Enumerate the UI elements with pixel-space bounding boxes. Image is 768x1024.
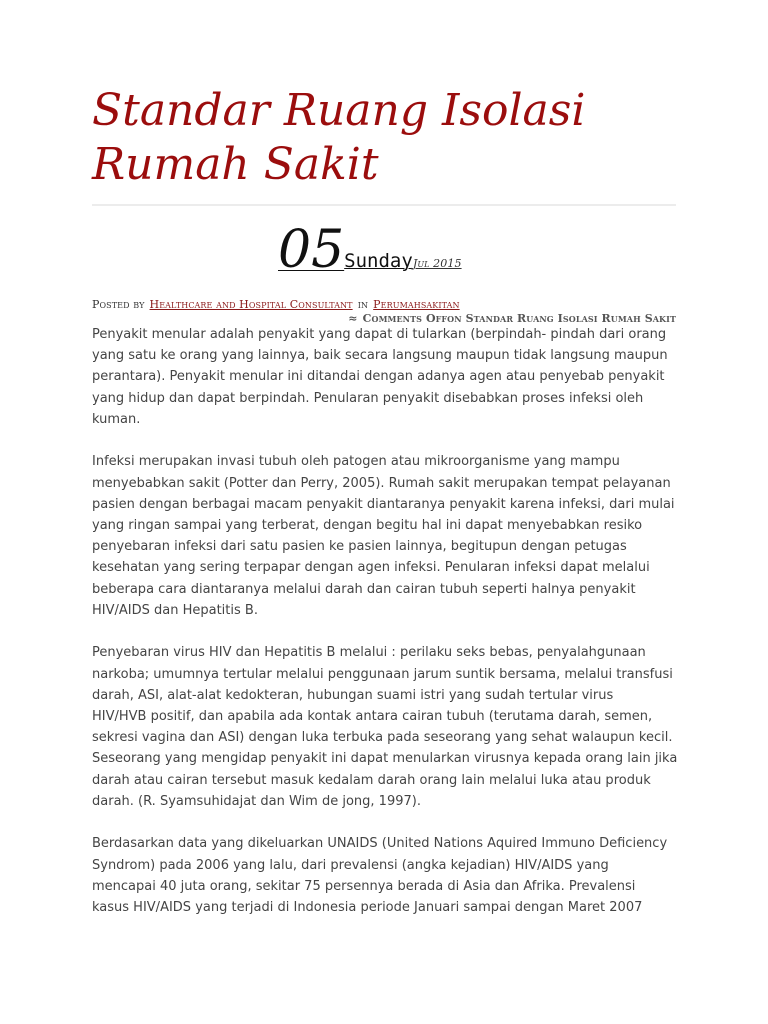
text-line: Seseorang yang mengidap penyakit ini dapat menularkan virusnya kepada orang lain jika xyxy=(92,751,678,767)
text-line: penyebaran infeksi dari satu pasien ke pasien lainnya, begitupun dengan petugas xyxy=(92,539,627,555)
text-line: kesehatan yang sering terpapar dengan agen infeksi. Penularan infeksi dapat melalui xyxy=(92,560,650,576)
text-line: beberapa cara diantaranya melalui darah dan cairan tubuh seperti halnya penyakit xyxy=(92,581,636,597)
text-line: HIV/HVB positif, dan apabila ada kontak antara cairan tubuh (terutama darah, semen, xyxy=(92,709,653,725)
text-line: Infeksi merupakan invasi tubuh oleh patogen atau mikroorganisme yang mampu xyxy=(92,454,620,470)
post-date xyxy=(278,220,462,280)
posted-by-label: Posted by xyxy=(92,298,145,311)
date-weekday: Sunday xyxy=(344,250,413,272)
comments-text: Comments Offon Standar Ruang Isolasi Rumah Sakit xyxy=(362,312,676,325)
text-line: darah atau cairan tersebut masuk kedalam darah orang lain melalui luka atau produk xyxy=(92,772,651,788)
author-link[interactable]: Healthcare and Hospital Consultant xyxy=(149,298,353,311)
paragraph xyxy=(92,833,682,918)
text-line: sekresi vagina dan ASI) dengan luka terbuka pada seseorang yang sehat walaupun kecil. xyxy=(92,730,673,746)
paragraph xyxy=(92,324,682,430)
date-day: 05 xyxy=(278,220,345,280)
text-line: narkoba; umumnya tertular melalui penggunaan jarum suntik bersama, melalui transfusi xyxy=(92,666,673,682)
paragraph xyxy=(92,451,682,621)
in-label: in xyxy=(357,298,369,311)
title-divider xyxy=(92,204,676,206)
text-line: yang hidup dan dapat berpindah. Penularan penyakit disebabkan proses infeksi oleh xyxy=(92,390,644,406)
text-line: yang satu ke orang yang lainnya, baik secara langsung maupun tidak langsung maupun xyxy=(92,348,668,364)
text-line: yang ringan sampai yang terberat, dengan begitu hal ini dapat menyebabkan resiko xyxy=(92,518,643,534)
text-line: kuman. xyxy=(92,411,141,427)
date-month-year: Jul 2015 xyxy=(412,257,462,270)
text-line: Berdasarkan data yang dikeluarkan UNAIDS (United Nations Aquired Immuno Deficiency xyxy=(92,836,668,852)
text-line: mencapai 40 juta orang, sekitar 75 persennya berada di Asia dan Afrika. Prevalensi xyxy=(92,878,636,894)
category-link[interactable]: Perumahsakitan xyxy=(373,298,460,311)
text-line: Penyebaran virus HIV dan Hepatitis B melalui : perilaku seks bebas, penyalahgunaan xyxy=(92,645,646,661)
text-line: darah, ASI, alat-alat kedokteran, hubungan suami istri yang sudah tertular virus xyxy=(92,687,614,703)
text-line: menyebabkan sakit (Potter dan Perry, 2005). Rumah sakit merupakan tempat pelayanan xyxy=(92,475,671,491)
post-content xyxy=(92,324,682,940)
text-line: perantara). Penyakit menular ini ditandai dengan adanya agen atau penyebab penyakit xyxy=(92,369,665,385)
text-line: pasien dengan berbagai macam penyakit diantaranya penyakit karena infeksi, dari mulai xyxy=(92,496,675,512)
comments-icon: ≈ xyxy=(348,312,358,325)
text-line: HIV/AIDS dan Hepatitis B. xyxy=(92,602,258,618)
text-line: darah. (R. Syamsuhidajat dan Wim de jong, 1997). xyxy=(92,793,421,809)
page-title: Standar Ruang Isolasi Rumah Sakit xyxy=(92,85,586,190)
text-line: Penyakit menular adalah penyakit yang dapat di tularkan (berpindah- pindah dari orang xyxy=(92,327,667,342)
paragraph xyxy=(92,642,682,812)
text-line: kasus HIV/AIDS yang terjadi di Indonesia periode Januari sampai dengan Maret 2007 xyxy=(92,900,643,916)
text-line: Syndrom) pada 2006 yang lalu, dari prevalensi (angka kejadian) HIV/AIDS yang xyxy=(92,857,609,873)
